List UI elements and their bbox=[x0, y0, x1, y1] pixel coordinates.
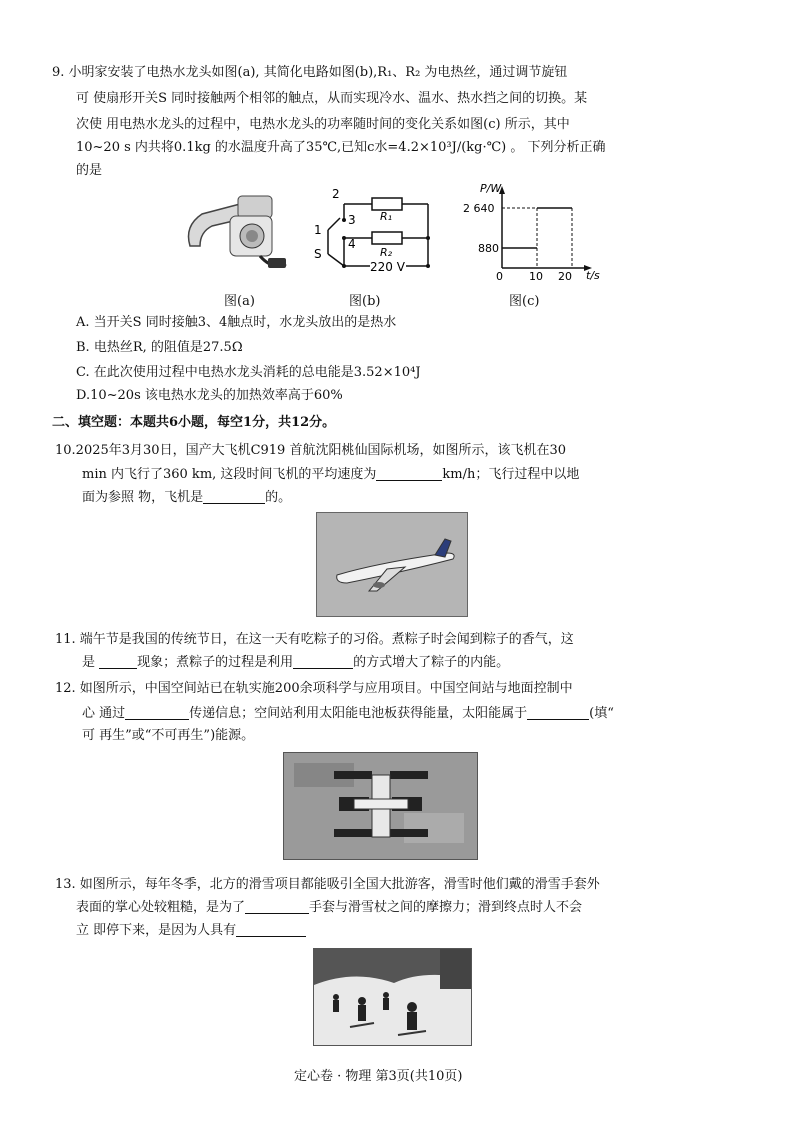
option-d: D.10~20s 该电热水龙头的加热效率高于60% bbox=[76, 388, 343, 403]
answer-blank[interactable] bbox=[203, 489, 265, 504]
q11-line2a: 是 bbox=[82, 655, 100, 670]
faucet-photo bbox=[182, 186, 290, 278]
q9-line1: 9. 小明家安装了电热水龙头如图(a), 其简化电路如图(b),R₁、R₂ 为电热丝，通过调节旋钮 bbox=[52, 65, 568, 80]
q10-line3a: 面为参照 物，飞机是 bbox=[82, 490, 204, 505]
option-b: B. 电热丝R, 的阻值是27.5Ω bbox=[76, 340, 243, 355]
r2-label: R₂ bbox=[380, 246, 393, 259]
answer-blank[interactable] bbox=[527, 705, 589, 720]
q11-line2b: 现象；煮粽子的过程是利用 bbox=[137, 655, 294, 670]
r1-label: R₁ bbox=[380, 210, 393, 223]
answer-blank[interactable] bbox=[236, 922, 306, 937]
node-2: 2 bbox=[332, 187, 340, 201]
node-3: 3 bbox=[348, 213, 356, 227]
q9-line4: 10~20 s 内共将0.1kg 的水温度升高了35℃,已知c水=4.2×10³J/(kg·℃) 。 下列分析正确 bbox=[76, 140, 606, 155]
q12-line2a: 心 通过 bbox=[82, 706, 126, 721]
caption-b: 图(b) bbox=[349, 294, 381, 309]
answer-blank[interactable] bbox=[245, 899, 309, 914]
section-title: 二、填空题：本题共6小题，每空1分，共12分。 bbox=[52, 415, 336, 430]
q13-line2b: 手套与滑雪杖之间的摩擦力；滑到终点时人不会 bbox=[309, 900, 583, 915]
q11-line2c: 的方式增大了粽子的内能。 bbox=[353, 655, 510, 670]
q12-line3: 可 再生”或“不可再生”)能源。 bbox=[82, 728, 255, 743]
power-time-graph bbox=[458, 182, 608, 282]
q9-line5: 的是 bbox=[76, 163, 103, 178]
q11-line1: 11. 端午节是我国的传统节日，在这一天有吃粽子的习俗。煮粽子时会闻到粽子的香气，这 bbox=[55, 632, 574, 647]
q10-line2a: min 内飞行了360 km, 这段时间飞机的平均速度为 bbox=[82, 467, 377, 482]
q13-line3a: 立 即停下来，是因为人具有 bbox=[76, 923, 237, 938]
space-station-photo bbox=[283, 752, 478, 860]
airplane-photo bbox=[316, 512, 468, 617]
q13-line3 bbox=[76, 922, 306, 940]
q10-line2b: km/h；飞行过程中以地 bbox=[442, 467, 580, 482]
node-4: 4 bbox=[348, 237, 356, 251]
q13-line2a: 表面的掌心处较粗糙，是为了 bbox=[76, 900, 246, 915]
x-tick-20: 20 bbox=[558, 270, 572, 282]
y-axis-label: P/W bbox=[480, 182, 502, 195]
answer-blank[interactable] bbox=[99, 654, 137, 669]
q10-line1: 10.2025年3月30日，国产大飞机C919 首航沈阳桃仙国际机场，如图所示，该飞机在30 bbox=[55, 443, 567, 458]
q12-line2b: 传递信息；空间站利用太阳能电池板获得能量，太阳能属于 bbox=[189, 706, 528, 721]
q10-line2 bbox=[82, 466, 579, 484]
caption-a: 图(a) bbox=[224, 294, 255, 309]
x-tick-10: 10 bbox=[529, 270, 543, 282]
answer-blank[interactable] bbox=[125, 705, 189, 720]
q9-line3: 次使 用电热水龙头的过程中，电热水龙头的功率随时间的变化关系如图(c) 所示，其中 bbox=[76, 117, 570, 132]
node-1: 1 bbox=[314, 223, 322, 237]
q13-line1: 13. 如图所示，每年冬季，北方的滑雪项目都能吸引全国大批游客，滑雪时他们戴的滑雪手套外 bbox=[55, 877, 600, 892]
page-footer: 定心卷 · 物理 第3页(共10页) bbox=[294, 1069, 463, 1084]
q9-line2: 可 使扇形开关S 同时接触两个相邻的触点，从而实现冷水、温水、热水挡之间的切换。某 bbox=[76, 91, 588, 106]
q10-line3b: 的。 bbox=[265, 490, 292, 505]
circuit-diagram bbox=[310, 184, 440, 278]
q10-line3 bbox=[82, 489, 291, 507]
y-tick-880: 880 bbox=[478, 242, 499, 255]
switch-label: S bbox=[314, 247, 322, 261]
q12-line2c: (填“ bbox=[589, 706, 614, 721]
answer-blank[interactable] bbox=[376, 466, 442, 481]
voltage-label: 220 V bbox=[370, 260, 405, 274]
option-a: A. 当开关S 同时接触3、4触点时，水龙头放出的是热水 bbox=[76, 315, 397, 330]
q11-line2 bbox=[82, 654, 509, 672]
answer-blank[interactable] bbox=[293, 654, 353, 669]
x-tick-0: 0 bbox=[496, 270, 503, 282]
x-axis-label: t/s bbox=[586, 269, 600, 282]
q13-line2 bbox=[76, 899, 582, 917]
q12-line1: 12. 如图所示，中国空间站已在轨实施200余项科学与应用项目。中国空间站与地面控制中 bbox=[55, 681, 573, 696]
y-tick-2640: 2 640 bbox=[463, 202, 495, 215]
caption-c: 图(c) bbox=[509, 294, 540, 309]
q12-line2 bbox=[82, 705, 614, 723]
option-c: C. 在此次使用过程中电热水龙头消耗的总电能是3.52×10⁴J bbox=[76, 365, 421, 380]
skiing-photo bbox=[313, 948, 472, 1046]
